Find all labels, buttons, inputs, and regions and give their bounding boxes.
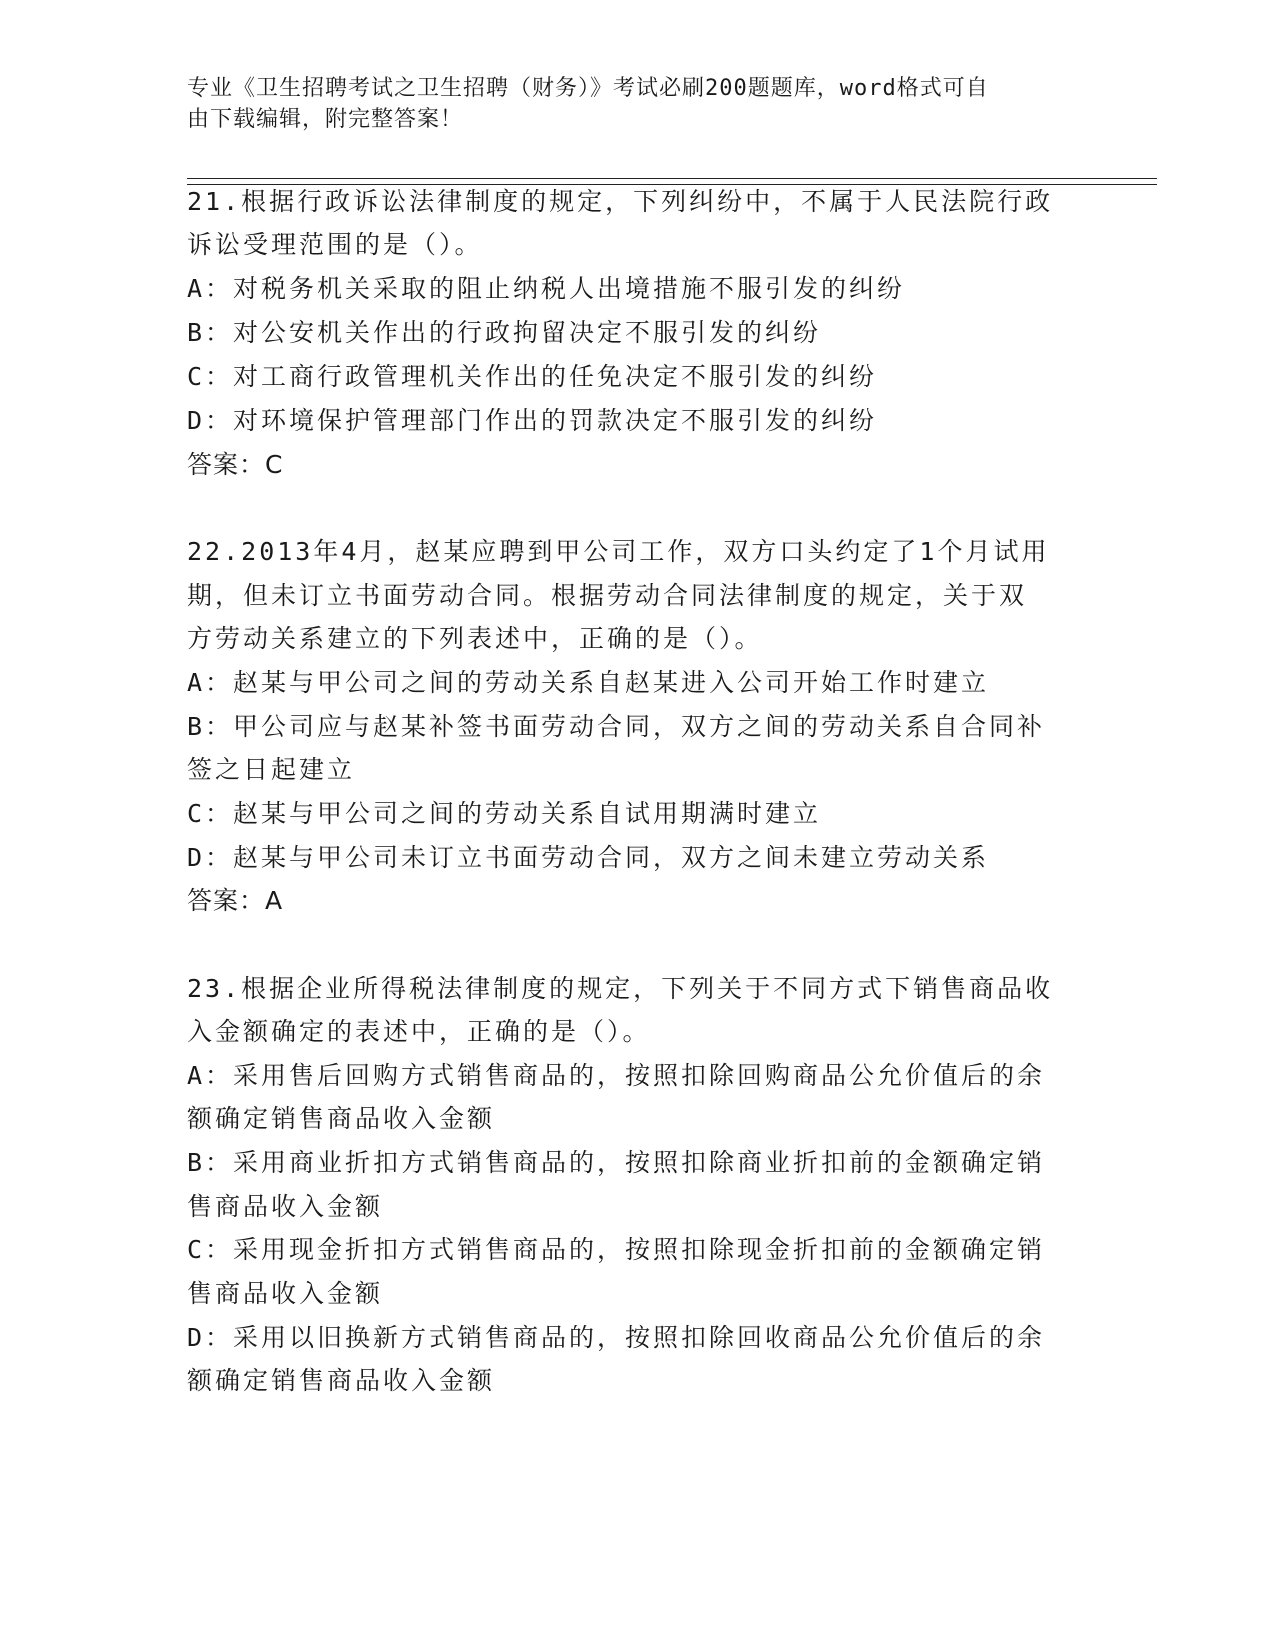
answer-line: 答案：C bbox=[187, 450, 284, 479]
option-line: B：甲公司应与赵某补签书面劳动合同，双方之间的劳动关系自合同补 bbox=[187, 712, 1046, 741]
option-line: 售商品收入金额 bbox=[187, 1279, 384, 1308]
option-line: B：采用商业折扣方式销售商品的，按照扣除商业折扣前的金额确定销 bbox=[187, 1148, 1046, 1177]
header-line: 专业《卫生招聘考试之卫生招聘（财务）》考试必刷200题题库，word格式可自 bbox=[187, 76, 989, 101]
option-line: A：采用售后回购方式销售商品的，按照扣除回购商品公允价值后的余 bbox=[187, 1061, 1046, 1090]
option-line: D：采用以旧换新方式销售商品的，按照扣除回收商品公允价值后的余 bbox=[187, 1323, 1046, 1352]
question-stem-line: 22.2013年4月，赵某应聘到甲公司工作，双方口头约定了1个月试用 bbox=[187, 537, 1050, 566]
option-line: 售商品收入金额 bbox=[187, 1192, 384, 1221]
document-header bbox=[187, 73, 1067, 135]
option-line: C：采用现金折扣方式销售商品的，按照扣除现金折扣前的金额确定销 bbox=[187, 1235, 1046, 1264]
option-line: D：对环境保护管理部门作出的罚款决定不服引发的纠纷 bbox=[187, 406, 878, 435]
question-stem-line: 期，但未订立书面劳动合同。根据劳动合同法律制度的规定，关于双 bbox=[187, 581, 1028, 610]
question-stem-line: 21.根据行政诉讼法律制度的规定，下列纠纷中，不属于人民法院行政 bbox=[187, 187, 1054, 216]
option-line: 额确定销售商品收入金额 bbox=[187, 1104, 496, 1133]
option-line: D：赵某与甲公司未订立书面劳动合同，双方之间未建立劳动关系 bbox=[187, 843, 990, 872]
option-line: C：赵某与甲公司之间的劳动关系自试用期满时建立 bbox=[187, 799, 822, 828]
question-stem-line: 23.根据企业所得税法律制度的规定，下列关于不同方式下销售商品收 bbox=[187, 974, 1054, 1003]
question-stem-line: 入金额确定的表述中，正确的是（）。 bbox=[187, 1017, 651, 1046]
header-line: 由下载编辑，附完整答案！ bbox=[187, 107, 464, 132]
option-line: A：赵某与甲公司之间的劳动关系自赵某进入公司开始工作时建立 bbox=[187, 668, 990, 697]
option-line: A：对税务机关采取的阻止纳税人出境措施不服引发的纠纷 bbox=[187, 274, 906, 303]
option-line: 额确定销售商品收入金额 bbox=[187, 1366, 496, 1395]
header-divider bbox=[187, 178, 1157, 179]
option-line: B：对公安机关作出的行政拘留决定不服引发的纠纷 bbox=[187, 318, 822, 347]
option-line: 签之日起建立 bbox=[187, 755, 356, 784]
option-line: C：对工商行政管理机关作出的任免决定不服引发的纠纷 bbox=[187, 362, 878, 391]
question-stem-line: 诉讼受理范围的是（）。 bbox=[187, 230, 483, 259]
answer-line: 答案：A bbox=[187, 886, 284, 915]
question-stem-line: 方劳动关系建立的下列表述中，正确的是（）。 bbox=[187, 624, 763, 653]
